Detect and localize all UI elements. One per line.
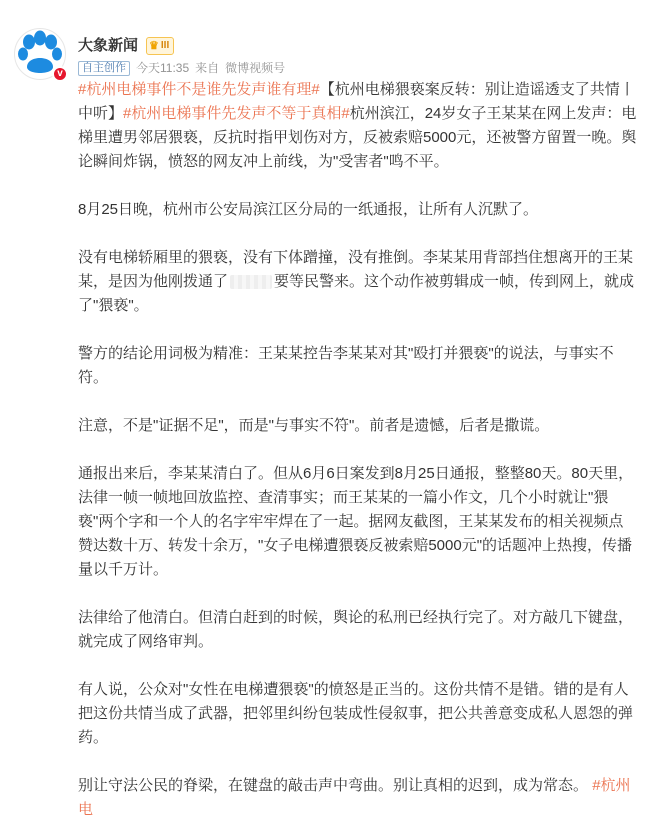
source-prefix: 来自: [195, 61, 220, 75]
member-level: III: [160, 40, 170, 51]
paragraph-1: [78, 78, 638, 174]
topic-link[interactable]: #杭州电梯事件不是谁先发声谁有理#: [78, 81, 320, 98]
text-span: 别让守法公民的脊梁，在键盘的敲击声中弯曲。别让真相的迟到，成为常态。: [78, 777, 589, 794]
text-span: 没有电梯轿厢里的猥亵，没有下体蹭撞，没有推倒。李某某用背部挡住想离开的王某某，是因为他刚拨通了: [78, 249, 634, 290]
original-tag: 自主创作: [78, 61, 130, 76]
paragraph-2: 8月25日晚，杭州市公安局滨江区分局的一纸通报，让所有人沉默了。: [78, 201, 539, 218]
account-name[interactable]: 大象新闻: [78, 37, 139, 54]
post-time[interactable]: 今天11:35: [136, 61, 190, 75]
paragraph-6: 通报出来后，李某某清白了。但从6月6日案发到8月25日通报，整整80天。80天里，法律一帧一帧地回放监控、查清事实；而王某某的一篇小作文，几个小时就让"猥亵"两个字和一个人的名字牢牢焊在了一起。据网友截图，王某某发布的相关视频点赞达数十万、转发十余万，"女子电梯遭猥亵反被索赔5000元"的话题冲上热搜，传播量以千万计。: [78, 465, 634, 578]
text-span: 【杭州电梯猥亵案反转：别让造谣透支了共情丨中听】: [78, 81, 635, 122]
post-meta: [78, 60, 285, 76]
topic-link[interactable]: #杭州电: [78, 777, 631, 818]
text-span: 要等民警来。这个动作被剪辑成一帧，传到网上，就成了"猥亵"。: [78, 273, 635, 314]
member-badge[interactable]: [146, 37, 174, 55]
paragraph-5: 注意，不是"证据不足"，而是"与事实不符"。前者是遗憾，后者是撒谎。: [78, 417, 550, 434]
verified-v-icon: v: [52, 66, 68, 82]
paragraph-7: 法律给了他清白。但清白赶到的时候，舆论的私刑已经执行完了。对方敲几下键盘，就完成了网络审判。: [78, 609, 634, 650]
text-span: 杭州滨江，24岁女子王某某在网上发声：电梯里遭男邻居猥亵，反抗时指甲划伤对方，反被索赔5000元，还被警方留置一晚。舆论瞬间炸锅，愤怒的网友冲上前线，为"受害者"鸣不平。: [78, 105, 637, 170]
paragraph-3: [78, 246, 638, 318]
paragraph-9: [78, 774, 638, 822]
redacted-blur: [230, 275, 272, 289]
name-row: [78, 36, 174, 56]
topic-link[interactable]: #杭州电梯事件先发声不等于真相#: [123, 105, 350, 122]
post-content: [78, 78, 638, 822]
post-source[interactable]: 微博视频号: [225, 61, 286, 75]
post-header: [14, 28, 654, 80]
paragraph-4: 警方的结论用词极为精准：王某某控告李某某对其"殴打并猥亵"的说法，与事实不符。: [78, 345, 614, 386]
crown-icon: ♛: [149, 40, 159, 52]
paragraph-8: 有人说，公众对"女性在电梯遭猥亵"的愤怒是正当的。这份共情不是错。错的是有人把这份共情当成了武器，把邻里纠纷包装成性侵叙事，把公共善意变成私人恩怨的弹药。: [78, 681, 634, 746]
